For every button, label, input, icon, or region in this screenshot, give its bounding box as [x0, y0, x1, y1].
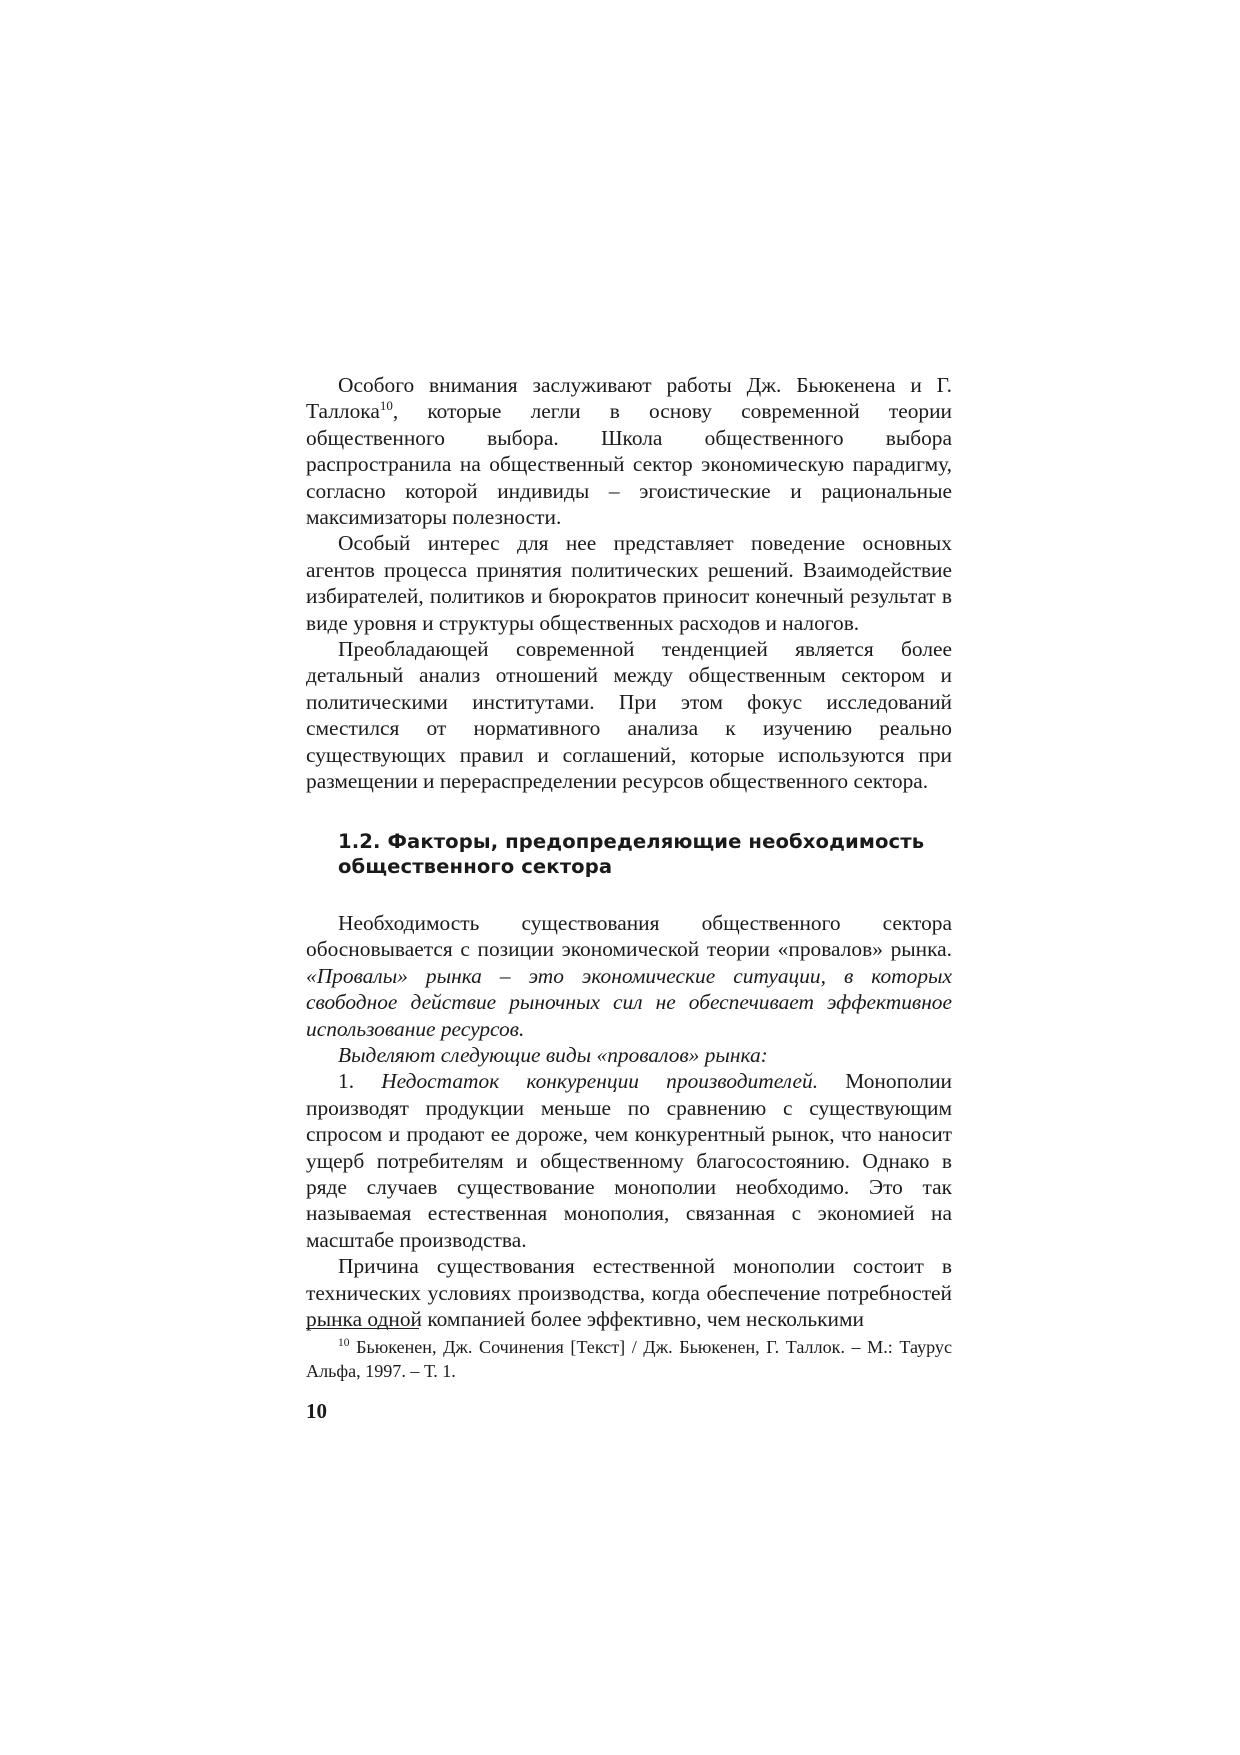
paragraph-natural-monopoly: Причина существования естественной монополии состоит в технических условиях производства, когда обеспечение потребностей рынка одной компанией более эффективно, чем несколькими: [306, 1254, 952, 1332]
list-intro-italic: Выделяют следующие виды «провалов» рынка:: [338, 1043, 768, 1068]
footnote-text: Бьюкенен, Дж. Сочинения [Текст] / Дж. Бьюкенен, Г. Таллок. – М.: Таурус Альфа, 1997. – Т. 1.: [306, 1337, 952, 1381]
list-number: 1.: [338, 1069, 382, 1094]
section-1-2-body: [306, 910, 952, 1333]
paragraph-competition-lack: [306, 1068, 952, 1253]
paragraph-failure-types-intro: [306, 1042, 952, 1068]
section-heading: [338, 829, 958, 879]
paragraph-market-failures-definition: [306, 910, 952, 1042]
section-heading-line: 1.2. Факторы, предопределяющие необходимость: [338, 830, 925, 853]
footnote-separator: [306, 1328, 419, 1329]
definition-italic: «Провалы» рынка – это экономические ситуации, в которых свободное действие рыночных сил не обеспечивает эффективное использование ресурсов.: [306, 963, 952, 1041]
footnote-marker: 10: [338, 1337, 350, 1349]
section-1-1-tail: [306, 372, 952, 795]
paragraph-text: Монополии производят продукции меньше по сравнению с существующим спросом и продают ее дороже, чем конкурентный рынок, что наносит ущерб потребителям и общественному благосостоянию. Однако в ряде случаев существование монополии необходимо. Это так называемая естественная монополия, связанная с экономией на масштабе производства.: [306, 1069, 953, 1252]
page-number: 10: [306, 1399, 327, 1423]
paragraph-political-agents: Особый интерес для нее представляет поведение основных агентов процесса принятия политических решений. Взаимодействие избирателей, политиков и бюрократов приносит конечный результат в виде уровня и структуры общественных расходов и налогов.: [306, 531, 952, 635]
footnote: [306, 1336, 952, 1383]
paragraph-buchanan-tullock: [306, 372, 952, 530]
paragraph-text: Особого внимания заслуживают работы Дж. Бьюкенена и Г. Таллока: [306, 373, 952, 424]
footnote-reference: 10: [379, 398, 393, 414]
list-item-title-italic: Недостаток конкуренции производителей.: [381, 1069, 819, 1094]
section-heading-line: общественного сектора: [338, 855, 613, 878]
paragraph-text: Необходимость существования общественного сектора обосновывается с позиции экономической теории «провалов» рынка.: [306, 911, 952, 962]
paragraph-text: , которые легли в основу современной теории общественного выбора. Школа общественного выбора распространила на общественный сектор экономическую парадигму, согласно которой индивиды – эгоистические и рациональные максимизаторы полезности.: [306, 399, 952, 530]
paragraph-modern-tendency: Преобладающей современной тенденцией является более детальный анализ отношений между общественным сектором и политическими институтами. При этом фокус исследований сместился от нормативного анализа к изучению реально существующих правил и соглашений, которые используются при размещении и перераспределении ресурсов общественного сектора.: [306, 637, 952, 794]
